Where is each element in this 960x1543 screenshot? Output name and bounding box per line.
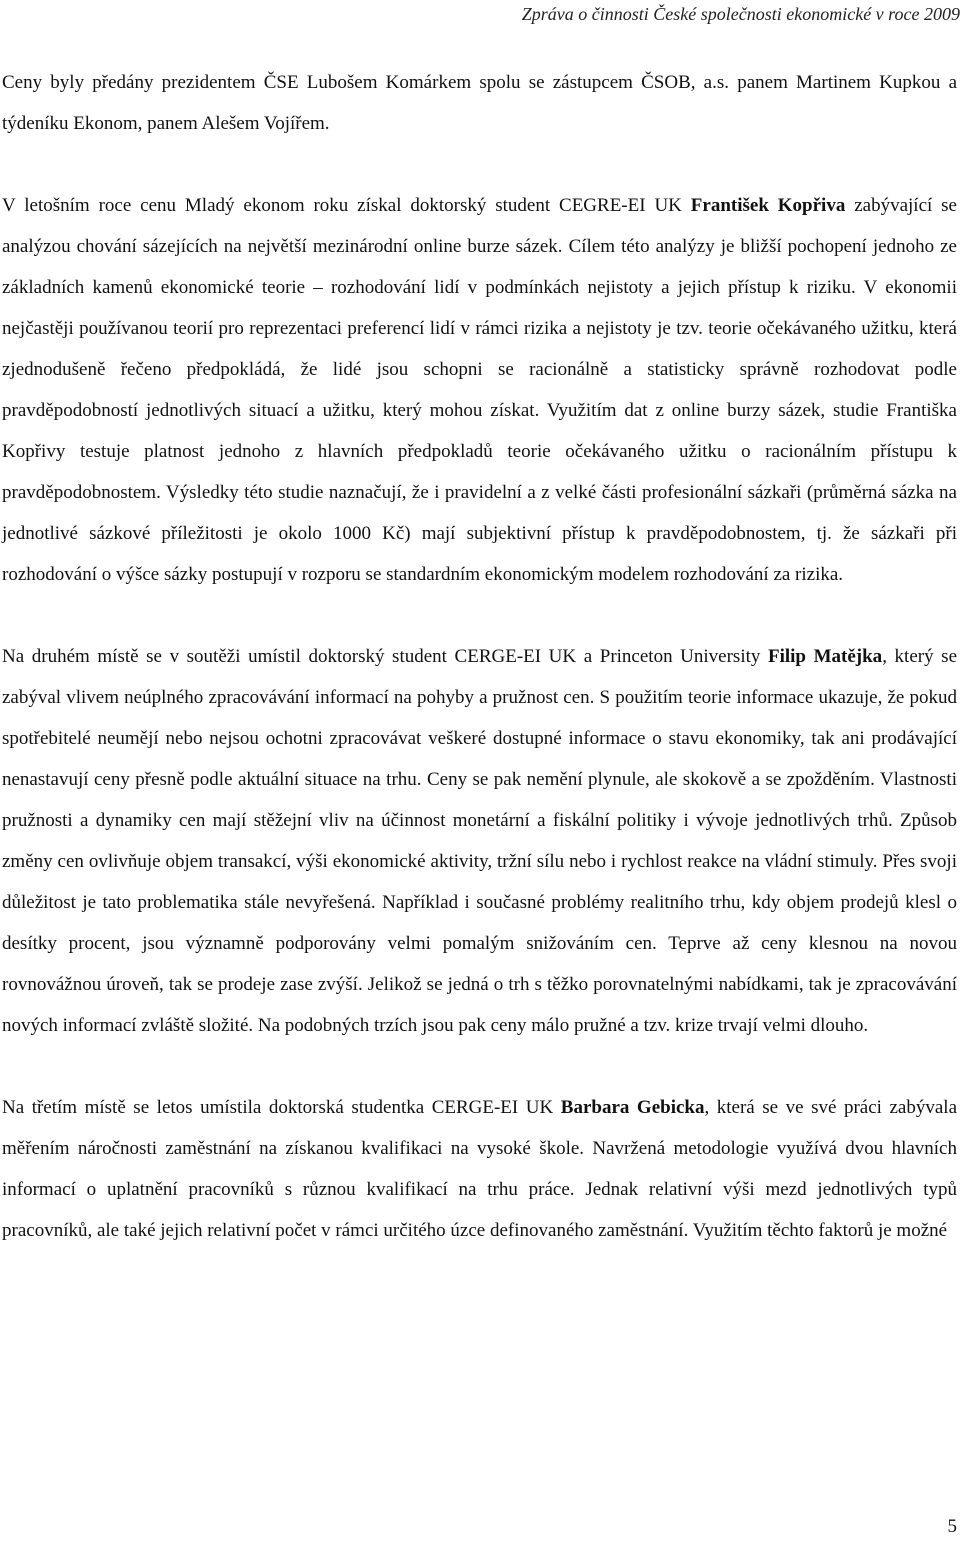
paragraph-first-place [2,185,957,595]
page-number: 5 [947,1516,957,1537]
paragraph-text: zabývající se analýzou chování sázejících na největší mezinárodní online burze sázek. Cílem této analýzy je bližší pochopení jednoho ze základních kamenů ekonomické teorie – rozhodování lidí v podmínkách nejistoty a jejich přístup k riziku. V ekonomii nejčastěji používanou teorií pro reprezentaci preferencí lidí v rámci rizika a nejistoty je tzv. teorie očekávaného užitku, která zjednodušeně řečeno předpokládá, že lidé jsou schopni se racionálně a statisticky správně rozhodovat podle pravděpodobností jednotlivých situací a užitku, který mohou získat. Využitím dat z online burzy sázek, studie Františka Kopřivy testuje platnost jednoho z hlavních předpokladů teorie očekávaného užitku o racionálním přístupu k pravděpodobnostem. Výsledky této studie naznačují, že i pravidelní a z velké části profesionální sázkaři (průměrná sázka na jednotlivé sázkové příležitosti je okolo 1000 Kč) mají subjektivní přístup k pravděpodobnostem, tj. že sázkaři při rozhodování o výšce sázky postupují v rozporu se standardním ekonomickým modelem rozhodování za rizika. [2,195,957,585]
paragraph-third-place [2,1087,957,1251]
paragraph-text: , která se ve své práci zabývala měřením náročnosti zaměstnání na získanou kvalifikaci na vysoké škole. Navržená metodologie využívá dvou hlavních informací o uplatnění pracovníků s různou kvalifikací na trhu práce. Jednak relativní výši mezd jednotlivých typů pracovníků, ale také jejich relativní počet v rámci určitého úzce definovaného zaměstnání. Využitím těchto faktorů je možné [2,1097,957,1241]
report-body [2,62,957,1251]
paragraph-text: Na třetím místě se letos umístila doktorská studentka CERGE-EI UK [2,1097,561,1118]
paragraph-text: V letošním roce cenu Mladý ekonom roku získal doktorský student CEGRE-EI UK [2,195,691,216]
paragraph-text: Na druhém místě se v soutěži umístil doktorský student CERGE-EI UK a Princeton University [2,646,768,667]
paragraph-award-presenters [2,62,957,144]
paragraph-second-place [2,636,957,1046]
paragraph-text: Ceny byly předány prezidentem ČSE Lubošem Komárkem spolu se zástupcem ČSOB, a.s. panem Martinem Kupkou a týdeníku Ekonom, panem Alešem Vojířem. [2,72,957,134]
second-place-name: Filip Matějka [767,646,883,667]
third-place-name: Barbara Gebicka [560,1097,705,1118]
running-header: Zpráva o činnosti České společnosti ekonomické v roce 2009 [521,4,960,24]
winner-name: František Kopřiva [690,195,846,216]
paragraph-text: , který se zabýval vlivem neúplného zpracovávání informací na pohyby a pružnost cen. S použitím teorie informace ukazuje, že pokud spotřebitelé neumějí nebo nejsou ochotni zpracovávat veškeré dostupné informace o stavu ekonomiky, tak ani prodávající nenastavují ceny přesně podle aktuální situace na trhu. Ceny se pak nemění plynule, ale skokově a se zpožděním. Vlastnosti pružnosti a dynamiky cen mají stěžejní vliv na účinnost monetární a fiskální politiky i vývoje jednotlivých trhů. Způsob změny cen ovlivňuje objem transakcí, výši ekonomické aktivity, tržní sílu nebo i rychlost reakce na vládní stimuly. Přes svoji důležitost je tato problematika stále nevyřešená. Například i současné problémy realitního trhu, kdy objem prodejů klesl o desítky procent, jsou významně podporovány velmi pomalým snižováním cen. Teprve až ceny klesnou na novou rovnovážnou úroveň, tak se prodeje zase zvýší. Jelikož se jedná o trh s těžko porovnatelnými nabídkami, tak je zpracovávání nových informací zvláště složité. Na podobných trzích jsou pak ceny málo pružné a tzv. krize trvají velmi dlouho. [2,646,957,1036]
